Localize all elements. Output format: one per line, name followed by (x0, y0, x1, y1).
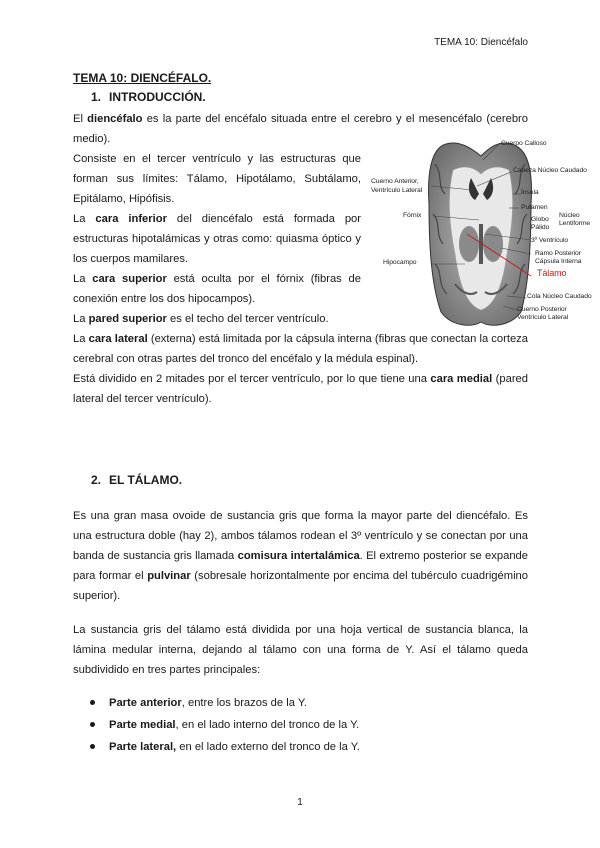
label-cuerno-posterior: Cuerno Posterior (517, 306, 567, 313)
section-heading-text: EL TÁLAMO. (109, 473, 183, 487)
bold-term: cara superior (92, 273, 167, 285)
bold-term: cara medial (430, 373, 493, 385)
list-item (73, 714, 528, 736)
text: (sobresale horizontalmente por encima del tubérculo cuadrigémino superior). (73, 570, 528, 602)
text: La (73, 213, 96, 225)
paragraph (73, 329, 528, 369)
section-number: 1. (91, 90, 102, 104)
bold-term: Parte lateral, (109, 741, 177, 753)
label-putamen: Putamen (521, 204, 548, 211)
label-cuerno-anterior: Cuerno Anterior, (371, 178, 419, 185)
label-hipocampo: Hipocampo (383, 259, 417, 266)
section-heading (91, 89, 528, 105)
label-nucleo: Núcleo (559, 212, 580, 219)
text: en el lado externo del tronco de la Y. (176, 741, 360, 753)
text: Consiste en el tercer ventrículo y las estructuras que forman sus límites: Tálamo, Hipotálamo, Subtálamo, Epitálamo, Hipófisis. (73, 153, 361, 205)
text: (pared lateral del tercer ventrículo). (73, 373, 528, 405)
section-number: 2. (91, 473, 102, 487)
text: del diencéfalo está formada por estructuras hipotalámicas y otras como: quiasma óptico y los cuerpos mamilares. (73, 213, 361, 265)
bold-term: pared superior (88, 313, 167, 325)
text: es la parte del encéfalo situada entre el cerebro y el mesencéfalo (cerebro medio). (73, 113, 528, 145)
section-2 (73, 470, 528, 758)
text: (externa) está limitada por la cápsula interna (fibras que conectan la corteza cerebral con otras partes del tronco del encéfalo y la médula espinal). (73, 333, 528, 365)
text: La (73, 313, 89, 325)
text: La sustancia gris del tálamo está dividida por una hoja vertical de sustancia blanca, la lámina medular interna, dejando al tálamo con una forma de Y. Así el tálamo queda subdividido en tres partes principales: (73, 624, 528, 676)
brain-section-illustration (371, 134, 600, 330)
label-globo: Globo (531, 216, 549, 223)
paragraph (73, 620, 528, 680)
label-palido: Pálido (531, 224, 550, 231)
bold-term: Parte medial (109, 719, 176, 731)
list-item (73, 692, 528, 714)
brain-coronal-section-figure (371, 134, 600, 330)
bullet-list (73, 692, 528, 758)
paragraph (73, 369, 528, 409)
list-item (73, 736, 528, 758)
label-fornix: Fórnix (403, 212, 422, 219)
label-insula: Ínsula (521, 189, 539, 196)
label-capsula-interna: Cápsula Interna (535, 258, 582, 265)
label-talamo: Tálamo (537, 268, 567, 278)
bold-term: Parte anterior (109, 697, 182, 709)
text: Es una gran masa ovoide de sustancia gris que forma la mayor parte del diencéfalo. Es una estructura doble (hay 2), ambos tálamos rodean el 3º ventrículo y se conectan por una banda de sustancia gris llamada (73, 510, 528, 562)
paragraph (73, 309, 361, 329)
text: . El extremo posterior se expande para formar el (73, 550, 528, 582)
bold-term: cara lateral (88, 333, 148, 345)
paragraph (73, 269, 361, 309)
paragraph (73, 209, 361, 269)
page-number: 1 (297, 797, 303, 808)
bold-term: comisura intertalámica (237, 550, 360, 562)
bold-term: diencéfalo (87, 113, 143, 125)
running-header: TEMA 10: Diencéfalo (434, 37, 528, 48)
text: está oculta por el fórnix (fibras de conexión entre los dos hipocampos). (73, 273, 361, 305)
text: Está dividido en 2 mitades por el tercer ventrículo, por lo que tiene una (73, 373, 431, 385)
text: La (73, 333, 89, 345)
label-cuerpo-calloso: Cuerpo Calloso (501, 140, 547, 147)
label-cabeza-nucleo-caudado: Cabeza Núcleo Caudado (513, 167, 587, 174)
paragraph (73, 506, 528, 606)
text: es el techo del tercer ventrículo. (166, 313, 329, 325)
text: , entre los brazos de la Y. (181, 697, 307, 709)
label-ventriculo-lateral: Ventrículo Lateral (371, 187, 423, 194)
label-ventriculo-lateral-posterior: Ventrículo Lateral (517, 314, 569, 321)
text: La (73, 273, 93, 285)
bullet-icon (90, 700, 95, 705)
label-cola-nucleo-caudado: Cola Núcleo Caudado (527, 293, 592, 300)
document-title: TEMA 10: DIENCÉFALO. (73, 71, 212, 85)
bullet-icon (90, 744, 95, 749)
text: El (73, 113, 88, 125)
section-heading (91, 472, 528, 488)
label-tercer-ventriculo: 3º Ventrículo (531, 237, 569, 244)
paragraph (73, 149, 361, 209)
label-lentiforme: Lentiforme (559, 220, 591, 227)
bold-term: cara inferior (95, 213, 167, 225)
text: , en el lado interno del tronco de la Y. (175, 719, 360, 731)
label-ramo-posterior: Ramo Posterior (535, 250, 581, 257)
section-heading-text: INTRODUCCIÓN. (109, 90, 206, 104)
bullet-icon (90, 722, 95, 727)
bold-term: pulvinar (147, 570, 191, 582)
